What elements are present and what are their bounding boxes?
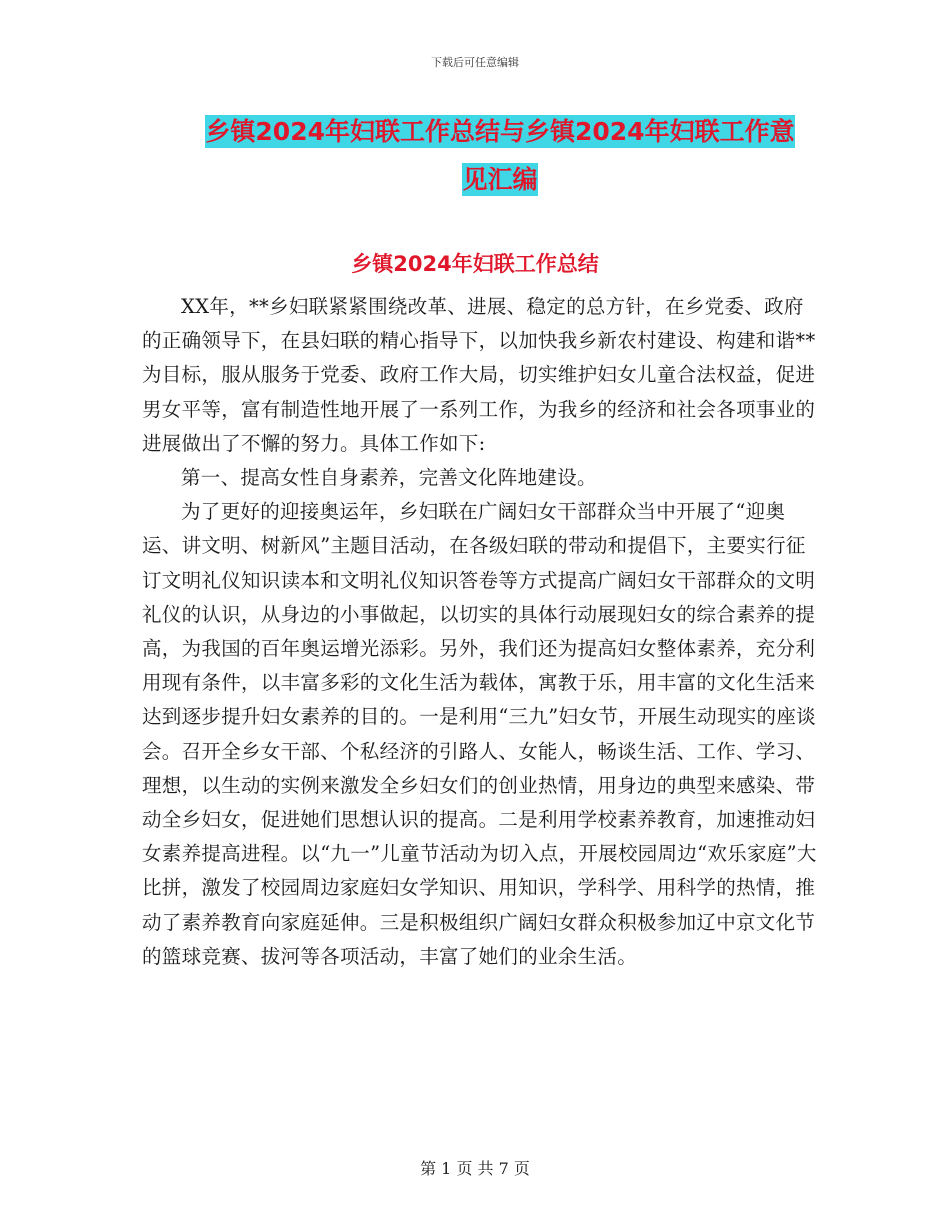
document-title-line2: 见汇编 [462,165,538,194]
page-number: 第 1 页 共 7 页 [420,1159,530,1178]
document-title-line1: 乡镇2024年妇联工作总结与乡镇2024年妇联工作意 [205,117,795,146]
document-title [150,108,850,204]
paragraph-heading: 第一、提高女性自身素养，完善文化阵地建设。 [181,466,597,490]
document-body [142,290,822,974]
section-title: 乡镇2024年妇联工作总结 [351,252,599,276]
header-note: 下载后可任意编辑 [431,56,519,69]
paragraph: XX年，**乡妇联紧紧围绕改革、进展、稳定的总方针，在乡党委、政府的正确领导下，在县妇联的精心指导下，以加快我乡新农村建设、构建和谐**为目标，服从服务于党委、政府工作大局，切实维护妇女儿童合法权益，促进男女平等，富有制造性地开展了一系列工作，为我乡的经济和社会各项事业的进展做出了不懈的努力。具体工作如下: [142,295,816,455]
paragraph: 为了更好的迎接奥运年，乡妇联在广阔妇女干部群众当中开展了“迎奥运、讲文明、树新风”主题目活动，在各级妇联的带动和提倡下，主要实行征订文明礼仪知识读本和文明礼仪知识答卷等方式提高广阔妇女干部群众的文明礼仪的认识，从身边的小事做起，以切实的具体行动展现妇女的综合素养的提高，为我国的百年奥运增光添彩。另外，我们还为提高妇女整体素养，充分利用现有条件，以丰富多彩的文化生活为载体，寓教于乐，用丰富的文化生活来达到逐步提升妇女素养的目的。一是利用“三九”妇女节，开展生动现实的座谈会。召开全乡女干部、个私经济的引路人、女能人，畅谈生活、工作、学习、理想，以生动的实例来激发全乡妇女们的创业热情，用身边的典型来感染、带动全乡妇女，促进她们思想认识的提高。二是利用学校素养教育，加速推动妇女素养提高进程。以“九一”儿童节活动为切入点，开展校园周边“欢乐家庭”大比拼，激发了校园周边家庭妇女学知识、用知识，学科学、用科学的热情，推动了素养教育向家庭延伸。三是积极组织广阔妇女群众积极参加辽中京文化节的篮球竞赛、拔河等各项活动，丰富了她们的业余生活。 [142,500,817,968]
